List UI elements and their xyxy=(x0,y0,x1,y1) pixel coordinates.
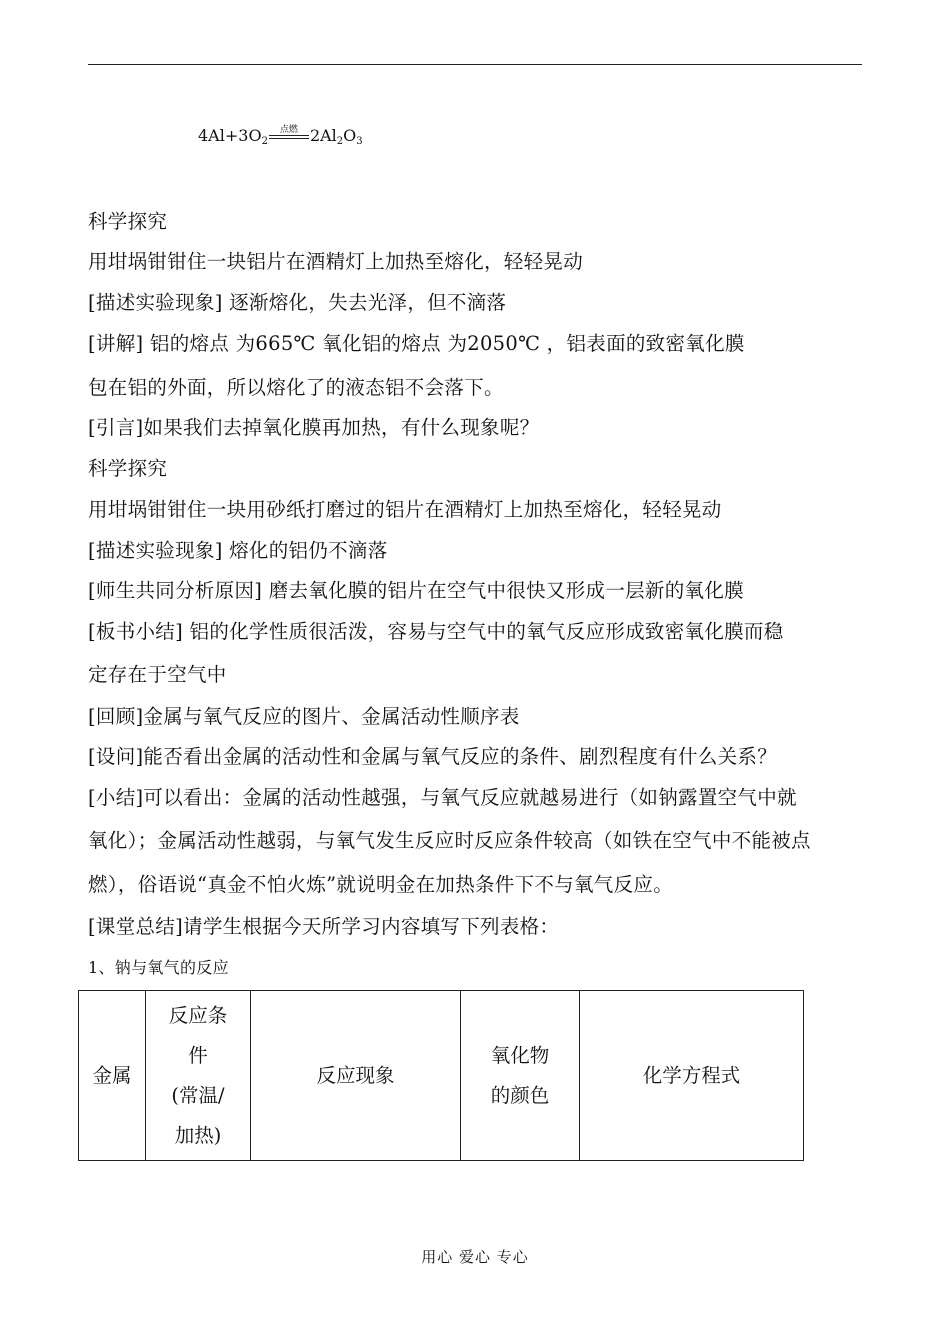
text-line: 燃），俗语说“真金不怕火炼”就说明金在加热条件下不与氧气反应。 xyxy=(88,873,673,896)
text-line: 定存在于空气中 xyxy=(88,663,227,686)
table-caption: 1、钠与氧气的反应 xyxy=(88,958,229,977)
header-phenomenon: 反应现象 xyxy=(251,991,461,1161)
equation-sub-o2: 2 xyxy=(261,136,268,147)
header-rule xyxy=(88,64,862,65)
header-oxide-line: 的颜色 xyxy=(490,1083,550,1107)
header-equation: 化学方程式 xyxy=(580,991,804,1161)
equation-sub-al: 2 xyxy=(336,136,344,147)
text-line: [小结]可以看出：金属的活动性越强，与氧气反应就越易进行（如钠露置空气中就 xyxy=(88,786,797,809)
condition-label: 点燃 xyxy=(279,125,298,135)
equals-bar-top xyxy=(269,135,309,136)
table-header-row xyxy=(79,991,804,1161)
header-oxide-color xyxy=(461,991,580,1161)
text-line: [设问]能否看出金属的活动性和金属与氧气反应的条件、剧烈程度有什么关系？ xyxy=(88,745,778,768)
header-condition xyxy=(146,991,251,1161)
text-line: 包在铝的外面，所以熔化了的液态铝不会落下。 xyxy=(88,376,504,399)
header-oxide-line: 氧化物 xyxy=(490,1043,550,1067)
header-condition-line: (常温/ xyxy=(171,1083,225,1107)
text-line: [描述实验现象] 逐渐熔化，失去光泽，但不滴落 xyxy=(88,291,507,314)
text-line: [描述实验现象] 熔化的铝仍不滴落 xyxy=(88,539,388,562)
text-line: [板书小结] 铝的化学性质很活泼，容易与空气中的氧气反应形成致密氧化膜而稳 xyxy=(88,620,784,643)
text-line: 科学探究 xyxy=(88,210,168,233)
text-line: [回顾]金属与氧气反应的图片、金属活动性顺序表 xyxy=(88,705,520,728)
page-footer: 用心 爱心 专心 xyxy=(421,1248,529,1266)
text-line: 用坩埚钳钳住一块用砂纸打磨过的铝片在酒精灯上加热至熔化，轻轻晃动 xyxy=(88,498,722,521)
equation-right-al: 2Al xyxy=(309,126,337,145)
header-condition-line: 反应条 xyxy=(168,1003,228,1027)
text-line: [讲解] 铝的熔点 为665℃ 氧化铝的熔点 为2050℃ ，铝表面的致密氧化膜 xyxy=(88,332,745,355)
equals-bar-bottom xyxy=(269,138,309,139)
header-metal: 金属 xyxy=(79,991,146,1161)
sodium-oxygen-table xyxy=(78,990,804,1161)
text-line: [课堂总结]请学生根据今天所学习内容填写下列表格： xyxy=(88,915,560,938)
text-line: 科学探究 xyxy=(88,457,168,480)
equation-right-o: O xyxy=(343,126,357,145)
text-line: 氧化）；金属活动性越弱，与氧气发生反应时反应条件较高（如铁在空气中不能被点 xyxy=(88,829,811,852)
equation-sub-o3: 3 xyxy=(356,136,363,147)
header-condition-line: 加热) xyxy=(174,1123,222,1147)
text-line: [引言]如果我们去掉氧化膜再加热，有什么现象呢？ xyxy=(88,416,540,439)
text-line: 用坩埚钳钳住一块铝片在酒精灯上加热至熔化，轻轻晃动 xyxy=(88,250,584,273)
text-line: [师生共同分析原因] 磨去氧化膜的铝片在空气中很快又形成一层新的氧化膜 xyxy=(88,579,744,602)
header-condition-line: 件 xyxy=(188,1043,208,1067)
reaction-condition xyxy=(269,125,309,141)
equation-left: 4Al+3O xyxy=(198,126,262,145)
reaction-equation xyxy=(198,126,363,147)
